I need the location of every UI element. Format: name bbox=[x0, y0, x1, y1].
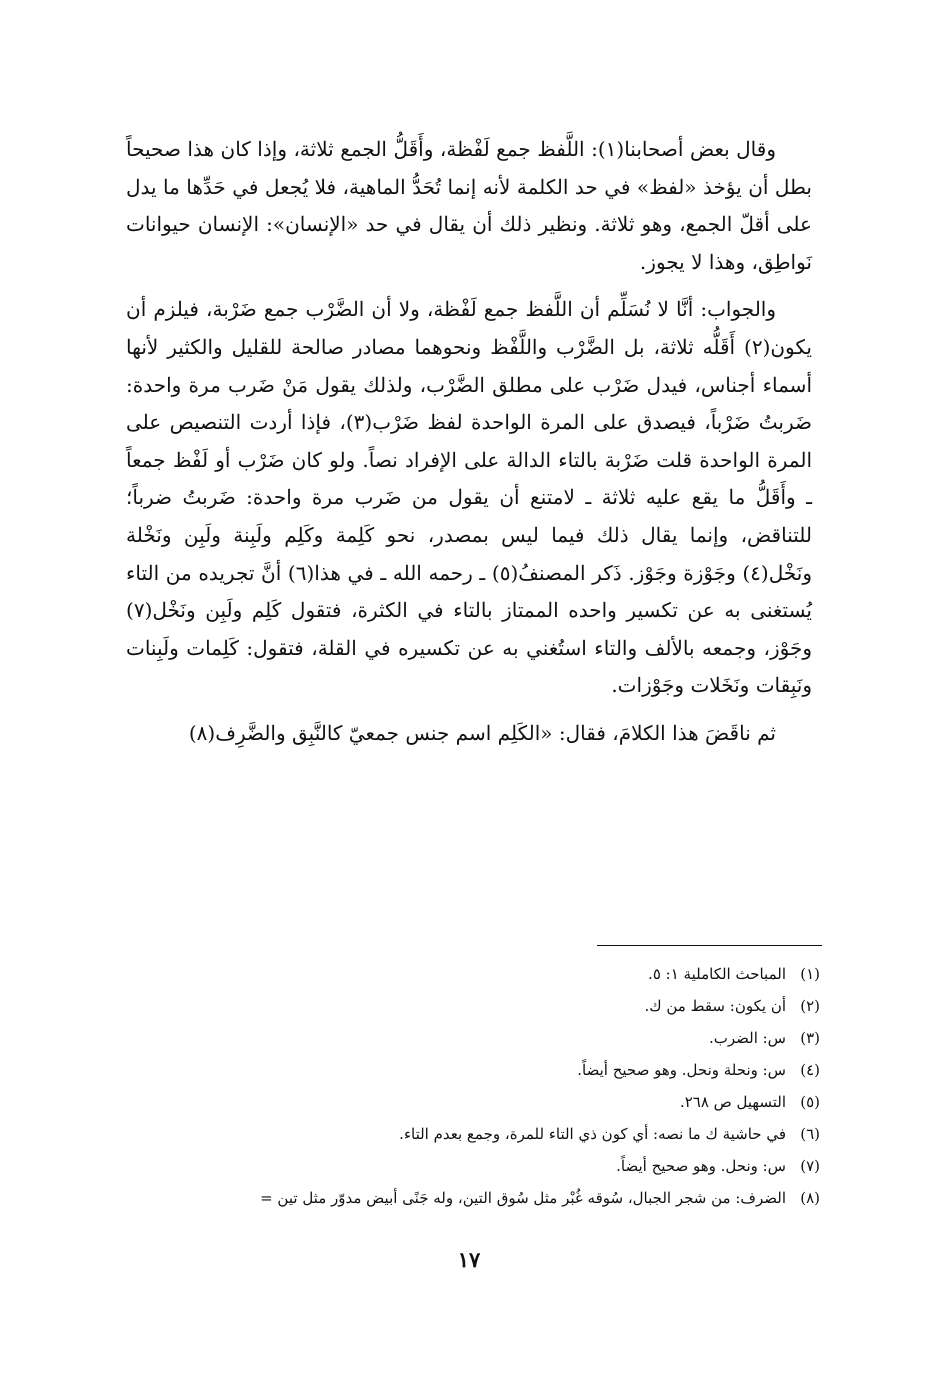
footnote-item bbox=[108, 1086, 820, 1118]
footnote-number: (٧) bbox=[800, 1157, 820, 1175]
page-number: ١٧ bbox=[457, 1247, 481, 1272]
footnotes-list bbox=[108, 958, 820, 1214]
footnote-text: الضرف: من شجر الجبال، سُوقه غُبْر مثل سُوق التين، وله جَنًى أبيض مدوّر مثل تين = bbox=[260, 1189, 786, 1207]
paragraph-1: وقال بعض أصحابنا(١): اللَّفظ جمع لَفْظة، وأَقَلُّ الجمع ثلاثة، وإذا كان هذا صحيحاً بطل أن يؤخذ «لفظ» في حد الكلمة لأنه إنما تُحَدُّ الماهية، فلا يُجعل في حَدِّها ما يدل على أقلّ الجمع، وهو ثلاثة. ونظير ذلك أن يقال في حد «الإنسان»: الإنسان حيوانات نَواطِق، وهذا لا يجوز. bbox=[126, 137, 812, 274]
footnote-text: في حاشية ك ما نصه: أي كون ذي التاء للمرة، وجمع بعدم التاء. bbox=[399, 1125, 786, 1143]
footnote-text: س: ونحل. وهو صحيح أيضاً. bbox=[616, 1157, 786, 1175]
footnote-number: (٨) bbox=[800, 1189, 820, 1207]
footnote-item bbox=[108, 1150, 820, 1182]
footnote-number: (١) bbox=[800, 965, 820, 983]
footnote-text: أن يكون: سقط من ك. bbox=[644, 997, 786, 1015]
footnote-number: (٥) bbox=[800, 1093, 820, 1111]
footnote-text: س: الضرب. bbox=[708, 1029, 786, 1047]
footnote-text: المباحث الكاملية ١: ٥. bbox=[648, 965, 786, 983]
footnote-text: التسهيل ص ٢٦٨. bbox=[679, 1093, 786, 1111]
footnote-text: س: ونحلة ونحل. وهو صحيح أيضاً. bbox=[577, 1061, 786, 1079]
footnote-item bbox=[108, 1054, 820, 1086]
footnote-item bbox=[108, 1182, 820, 1214]
footnote-number: (٦) bbox=[800, 1125, 820, 1143]
footnote-item bbox=[108, 1022, 820, 1054]
footnote-number: (٢) bbox=[800, 997, 820, 1015]
footnote-item bbox=[108, 1118, 820, 1150]
footnote-item bbox=[108, 990, 820, 1022]
main-text bbox=[126, 131, 812, 753]
paragraph-3: ثم ناقَضَ هذا الكلامَ، فقال: «الكَلِم اسم جنس جمعيّ كالنَّبِق والضَّرِف(٨) bbox=[188, 720, 776, 745]
paragraph-2: والجواب: أنَّا لا نُسَلِّم أن اللَّفظ جمع لَفْظة، ولا أن الضَّرْب جمع ضَرْبة، فيلزم أن يكون(٢) أَقَلُّه ثلاثة، بل الضَّرْب واللَّفْظ ونحوهما مصادر صالحة للقليل والكثير لأنها أسماء أجناس، فيدل ضَرْب على مطلق الضَّرْب، ولذلك يقول مَنْ ضَرب مرة واحدة: ضَربتُ ضَرْباً، فيصدق على المرة الواحدة لفظ ضَرْب(٣)، فإذا أردت التنصيص على المرة الواحدة قلت ضَرْبة بالتاء الدالة على الإفراد نصاً. ولو كان ضَرْب أو لَفْظ جمعاً ـ وأَقَلُّ ما يقع عليه ثلاثة ـ لامتنع أن يقول من ضَرب مرة واحدة: ضَربتُ ضرباً؛ للتناقض، وإنما يقال ذلك فيما ليس بمصدر، نحو كَلِمة وكَلِم ولَبِنة ولَبِن ونَخْلة ونَخْل(٤) وجَوْزة وجَوْز. ذَكر المصنفُ(٥) ـ رحمه الله ـ في هذا(٦) أنَّ تجريده من التاء يُستغنى به عن تكسير واحده الممتاز بالتاء في الكثرة، فتقول كَلِم ولَبِن ونَخْل(٧) وجَوْز، وجمعه بالألف والتاء استُغني به عن تكسيره في القلة، فتقول: كَلِمات ولَبِنات ونَبِقات ونَخَلات وجَوْزات. bbox=[126, 297, 813, 698]
footnote-number: (٣) bbox=[800, 1029, 820, 1047]
footnote-item bbox=[108, 958, 820, 990]
footnote-separator bbox=[597, 945, 822, 946]
footnote-number: (٤) bbox=[800, 1061, 820, 1079]
